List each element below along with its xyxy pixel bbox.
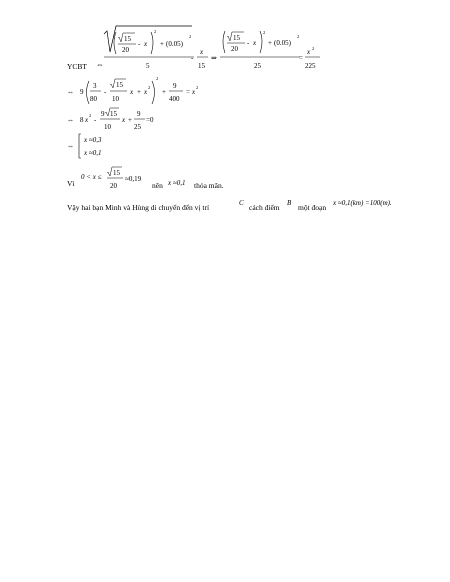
iff-4: ⇔ xyxy=(67,142,74,150)
var-x-2b: x xyxy=(144,88,148,96)
num-9-3b: 9 xyxy=(137,110,141,118)
denom-5: 5 xyxy=(146,62,150,70)
plus-a: + xyxy=(160,40,164,48)
minus-3: - xyxy=(94,116,97,124)
denom-20-a: 20 xyxy=(122,46,129,54)
exp-2-2a: 2 xyxy=(148,85,151,90)
minus-2a: - xyxy=(104,88,107,96)
point-b: B xyxy=(287,199,292,207)
iff-3: ⇔ xyxy=(67,116,74,124)
equals-a: = xyxy=(299,54,303,62)
exp-2-a: 2 xyxy=(154,29,157,34)
var-x-2a: x xyxy=(130,88,134,96)
equals-zero: =0 xyxy=(146,116,154,124)
denom-80: 80 xyxy=(90,95,97,103)
plus-b: + xyxy=(268,39,272,47)
sqrt-15-2: 15 xyxy=(116,81,123,89)
plus-3: + xyxy=(128,116,132,124)
point-c: C xyxy=(239,199,244,207)
exp-2-c: 2 xyxy=(263,30,266,35)
var-x-2c: x xyxy=(192,88,196,96)
implies-symbol: ⇒ xyxy=(211,54,217,62)
var-x-3b: x xyxy=(122,116,126,124)
denom-10-3: 10 xyxy=(104,123,111,131)
sqrt-15-a: 15 xyxy=(124,35,131,43)
num-3: 3 xyxy=(93,82,97,90)
equals-2: = xyxy=(186,88,190,96)
var-x-c: x xyxy=(253,39,257,47)
num-9-3a: 9 xyxy=(101,110,105,118)
var-x-d: x xyxy=(307,48,311,56)
minus-a: - xyxy=(138,40,141,48)
coef-8: 8 xyxy=(80,116,84,124)
equation-ycbt xyxy=(0,0,450,80)
exp-2-2c: 2 xyxy=(196,85,199,90)
denom-25-3: 25 xyxy=(134,123,141,131)
denom-20-5: 20 xyxy=(110,182,117,190)
conclusion-text-3: một đoạn xyxy=(298,203,327,212)
sqrt-15-5: 15 xyxy=(113,169,120,177)
sqrt-15-b: 15 xyxy=(233,34,240,42)
exp-2-d: 2 xyxy=(297,34,300,39)
plus-2b: + xyxy=(162,88,166,96)
x-approx-01: x ≈0,1 xyxy=(168,179,186,187)
denom-20-b: 20 xyxy=(231,45,238,53)
equation-condition xyxy=(0,162,450,196)
exp-2-e: 2 xyxy=(312,46,315,51)
approx-019: ≈0,19 xyxy=(125,175,142,183)
sqrt-15-3: 15 xyxy=(110,110,117,118)
vi-word: Vì xyxy=(67,179,75,188)
denom-10-2: 10 xyxy=(112,95,119,103)
conclusion-formula: x ≈0,1(km) =100(m). xyxy=(333,199,392,207)
denom-15: 15 xyxy=(198,62,205,70)
cond-left: 0 < x ≤ xyxy=(81,173,102,181)
plus-2a: + xyxy=(137,88,141,96)
coef-9: 9 xyxy=(80,88,84,96)
denom-225: 225 xyxy=(305,62,316,70)
conclusion-text-1: Vậy hai bạn Minh và Hùng di chuyển đến vị trí xyxy=(67,203,210,212)
iff-symbol: ⇔ xyxy=(96,60,104,69)
denom-400: 400 xyxy=(169,95,180,103)
var-x-3a: x xyxy=(85,116,89,124)
var-x-a: x xyxy=(144,40,148,48)
c005-a: (0.05) xyxy=(166,40,183,48)
var-x-b: x xyxy=(200,48,204,56)
exp-2-3: 2 xyxy=(89,113,92,118)
equation-cases xyxy=(0,132,450,162)
minus-c: - xyxy=(247,39,250,47)
exp-2-b: 2 xyxy=(189,34,192,39)
thoa-man: thỏa mãn. xyxy=(194,181,224,190)
exp-2-2b: 2 xyxy=(156,76,159,81)
denom-25: 25 xyxy=(254,62,261,70)
num-9-2: 9 xyxy=(173,82,177,90)
case-x-03: x ≈0,3 xyxy=(84,136,102,144)
iff-2: ⇔ xyxy=(67,88,74,96)
c005-b: (0.05) xyxy=(274,39,291,47)
nen-word: nên xyxy=(152,181,163,190)
minus-b: - xyxy=(191,54,194,62)
ycbt-label: YCBT xyxy=(67,62,88,71)
conclusion-text-2: cách điểm xyxy=(249,203,280,212)
case-x-01: x ≈0,1 xyxy=(84,149,102,157)
